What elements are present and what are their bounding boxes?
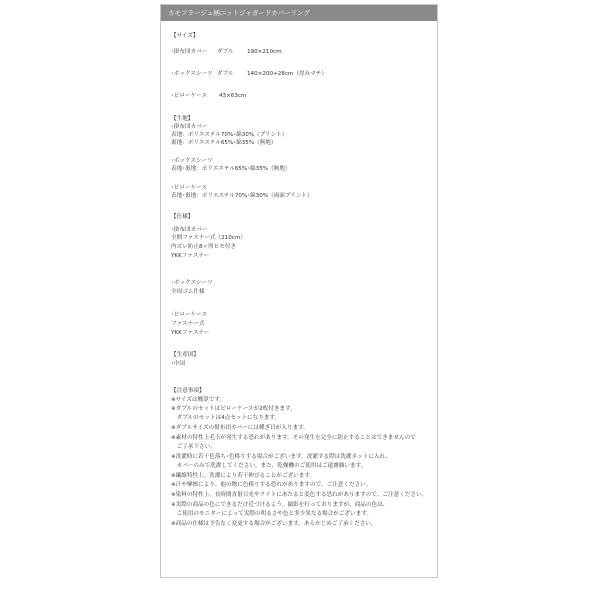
- size-row-boxsheet: [171, 71, 327, 78]
- material-heading: 【生地】: [171, 116, 194, 122]
- spec-heading: 【仕様】: [171, 214, 194, 220]
- spec-line: 全周ゴム仕様: [171, 289, 205, 295]
- note-line: ※洗濯時に若干色落ち･色移りする場合がございます。洗濯する際は洗濯ネットに入れ、: [171, 454, 391, 460]
- size-label: ･掛布団カバー: [171, 49, 208, 55]
- material-label-pillowcase: ･ピローケース: [171, 185, 208, 191]
- origin-heading: 【生産国】: [171, 352, 199, 358]
- note-line: ※ダブルサイズの掛布団カバーには種ぎ目が入ります。: [171, 425, 309, 431]
- note-line: カバーのみで洗濯してください。また、乾燥機のご使用はご遠慮願います。: [171, 463, 367, 469]
- spec-line: ファスナー式: [171, 321, 205, 327]
- note-line: ※素材の特性上毛玉が発生する恐れがあります。その発生を完全に防止することはできませんので: [171, 435, 416, 441]
- note-line: ※染料の特性上、長時間直射日光やライトにあたると変色する恐れがありますので、ご注意ください。: [171, 492, 428, 498]
- spec-line: YKKファスナー: [171, 253, 210, 259]
- spec-line: YKKファスナー: [171, 330, 210, 336]
- spec-label-comforter: ･掛布団カバー: [171, 227, 208, 233]
- spec-label-boxsheet: ･ボックスシーツ: [171, 280, 213, 286]
- note-line: ※商品の仕様は予告なく変更する場合がございます。あらかじめご了承ください。: [171, 521, 377, 527]
- spec-line: 内ズレ防止8ヶ所ヒモ付き: [171, 244, 237, 250]
- size-type: ダブル: [217, 71, 234, 77]
- size-heading: 【サイズ】: [171, 33, 199, 39]
- note-line: ダブルのセットは4点セットになります。: [171, 415, 281, 421]
- spec-line: 全開ファスナー式（210cm）: [171, 235, 246, 241]
- panel-title: カモフラージュ柄ニットジャガードカバーリング: [161, 5, 437, 21]
- size-label: ･ピローケース: [171, 93, 208, 99]
- size-row-pillowcase: [171, 93, 247, 100]
- size-row-comforter: [171, 49, 282, 56]
- size-label: ･ボックスシーツ: [171, 71, 213, 77]
- material-label-comforter: ･掛布団カバー: [171, 124, 208, 130]
- product-spec-panel: [160, 4, 438, 578]
- size-value: 190×210cm: [247, 49, 282, 55]
- spec-body: [161, 21, 437, 577]
- note-line: ※実際の商品の色にできるだけ近づけるよう、撮影を行っておりますが、商品の色は、: [171, 502, 389, 508]
- note-line: ※サイズは概算です。: [171, 397, 226, 403]
- material-line: 表地：ポリエステル70%･綿30%（プリント）: [171, 132, 288, 138]
- size-value: 140×200+28cm（厚みマチ）: [247, 71, 327, 77]
- material-line: 裏地：ポリエステル65%･綿35%（無地）: [171, 140, 277, 146]
- material-line: 表地･裏地：ポリエステル65%･綿35%（無地）: [171, 166, 291, 172]
- note-line: ご使用のモニターによって実際の明るさや色と多少異なる場合がございます。: [171, 511, 372, 517]
- spec-label-pillowcase: ･ピローケース: [171, 312, 208, 318]
- note-line: ※ダブルのセットはピローケースが2枚付きます。: [171, 406, 296, 412]
- size-value: 43×63cm: [219, 93, 247, 99]
- note-line: ※汗や摩擦により、他の物に色移りする恐れがありますので、ご注意ください。: [171, 482, 372, 488]
- material-label-boxsheet: ･ボックスシーツ: [171, 158, 213, 164]
- material-line: 表地･裏地：ポリエステル70%･綿30%（両面プリント）: [171, 193, 313, 199]
- note-line: ご了承下さい。: [171, 444, 216, 450]
- note-line: ※繊維特性上、洗濯により若干伸びることがございます。: [171, 473, 316, 479]
- size-type: ダブル: [217, 49, 234, 55]
- notes-heading: 【注意事項】: [171, 388, 205, 394]
- origin-value: ･中国: [171, 361, 185, 367]
